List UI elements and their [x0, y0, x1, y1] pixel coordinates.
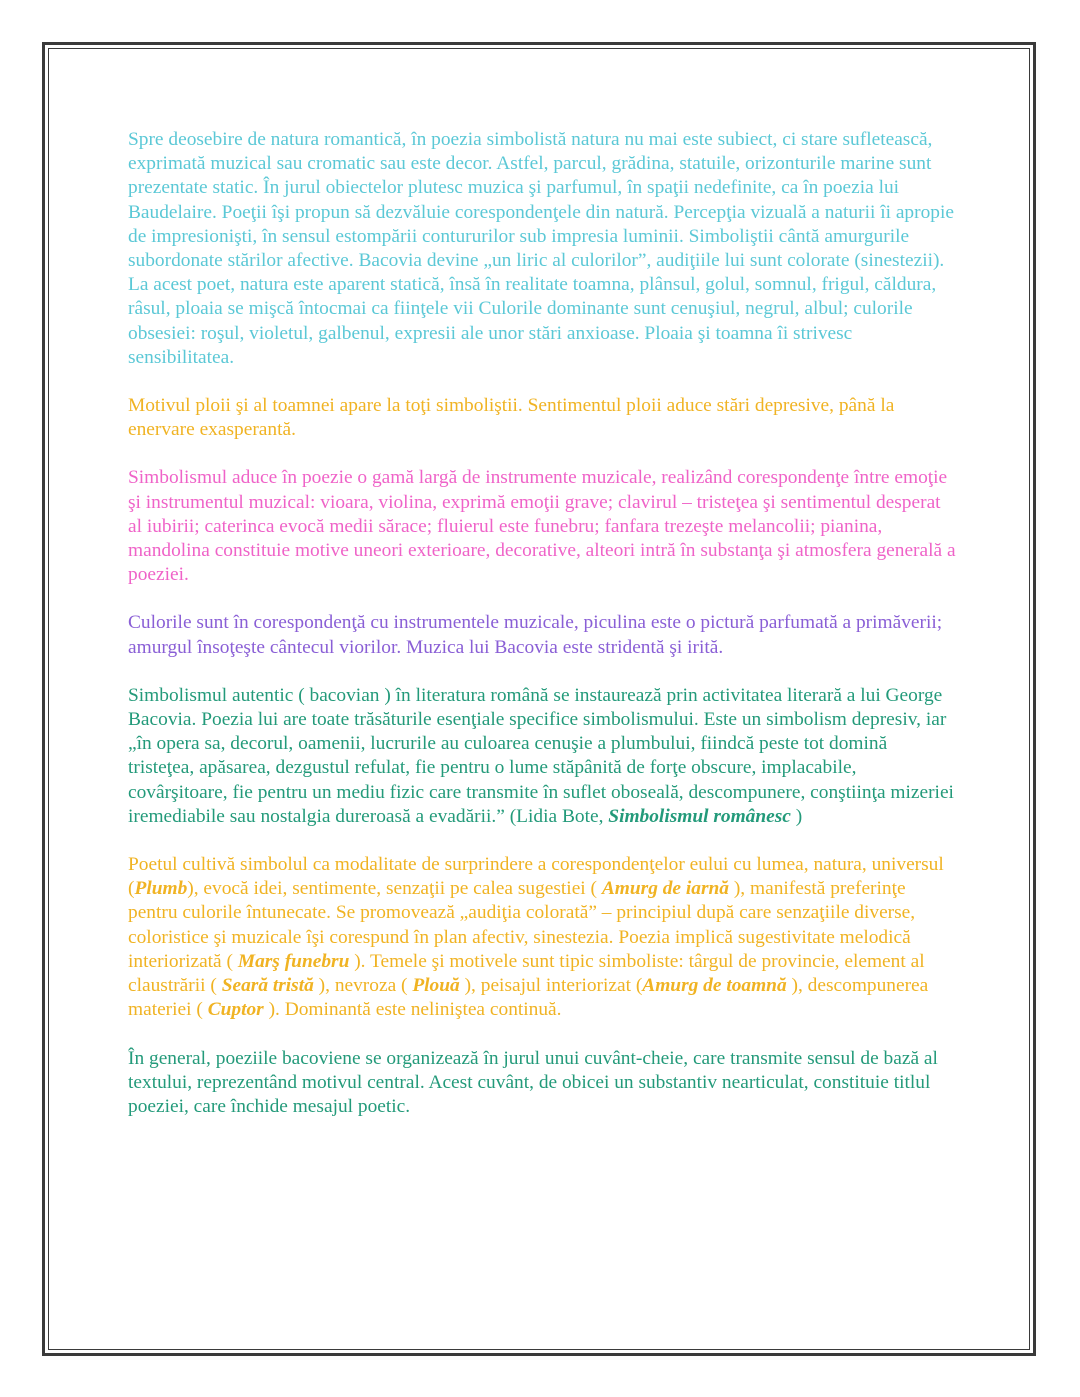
paragraph-instruments: Simbolismul aduce în poezie o gamă largă de instrumente muzicale, realizând corespondenţe între emoţie şi instrumentul muzical: vioara, violina, exprimă emoţii grave; clavirul – tristeţea şi sentimentul desperat al iubirii; caterinca evocă medii sărace; fluierul este funebru; fanfara trezeşte melancolii; pianina, mandolina constituie motive uneori exterioare, decorative, alteori intră în substanţa şi atmosfera generală a poeziei. [128, 467, 956, 586]
paragraph-text: ) [790, 805, 803, 827]
text-run: ), nevroza ( [313, 975, 413, 997]
paragraph-text: Simbolismul autentic ( bacovian ) în literatura română se instaurează prin activitatea literară a lui George Bacovia. Poezia lui are toate trăsăturile esenţiale specifice simbolismului. Este un simbolism depresiv, iar „în opera sa, decorul, oamenii, lucrurile au culoarea cenuşie a plumbului, fiindcă peste tot domină tristeţea, apăsarea, dezgustul refulat, fie pentru o lume stăpânită de forţe obscure, implacabile, covârşitoare, fie pentru un mediu fizic care transmite în suflet oboseală, descompunere, conştiinţa mizeriei iremediabile sau nostalgia dureroasă a evadării.” (Lidia Bote, [128, 684, 954, 827]
paragraph-keyword: În general, poeziile bacoviene se organizează în jurul unui cuvânt-cheie, care transmite sensul de bază al textului, reprezentând motivul central. Acest cuvânt, de obicei un substantiv nearticulat, constituie titlul poeziei, care închide mesajul poetic. [128, 1047, 938, 1117]
poem-title: Marş funebru [237, 950, 350, 972]
poem-title: Plumb [134, 878, 188, 900]
paragraph-nature: Spre deosebire de natura romantică, în poezia simbolistă natura nu mai este subiect, ci stare sufletească, exprimată muzical sau cromatic sau este decor. Astfel, parcul, grădina, statuile, orizonturile marine sunt prezentate static. În jurul obiectelor plutesc muzica şi parfumul, în spaţii nedefinite, ca în poezia lui Baudelaire. Poeţii îşi propun să dezvăluie corespondenţele din natură. Percepţia vizuală a naturii îi apropie de impresionişti, în sensul estompării contururilor sub impresia luminii. Simboliştii cântă amurgurile subordonate stărilor afective. Bacovia devine „un liric al culorilor”, audiţiile lui sunt colorate (sinestezii). La acest poet, natura este aparent statică, însă în realitate toamna, plânsul, golul, somnul, frigul, căldura, râsul, ploaia se mişcă întocmai ca fiinţele vii Culorile dominante sunt cenuşiul, negrul, albul; culorile obsesiei: roşul, violetul, galbenul, expresii ale unor stări anxioase. Ploaia şi toamna îi strivesc sensibilitatea. [128, 129, 954, 368]
text-run: Poetul cultivă simbolul ca modalitate de surprindere a corespondenţelor eului cu lumea, natura, universul ( [128, 854, 944, 900]
book-title: Simbolismul românesc [608, 805, 791, 827]
text-run: ), peisajul interiorizat ( [459, 975, 643, 997]
poem-title: Amurg de iarnă [601, 878, 729, 900]
text-run: ), manifestă preferinţe pentru culorile întunecate. Se promovează „audiţia colorată” – principiul după care senzaţiile diverse, coloristice şi muzicale îşi corespund în plan afectiv, sinestezia. Poezia implică sugestivitate melodică interiorizată ( [128, 878, 916, 972]
paragraph-poet-symbol [128, 853, 958, 1022]
poem-title: Plouă [412, 975, 460, 997]
paragraph-colors: Culorile sunt în corespondenţă cu instrumentele muzicale, piculina este o pictură parfumată a primăverii; amurgul însoţeşte cântecul viorilor. Muzica lui Bacovia este stridentă şi irită. [128, 612, 943, 658]
poem-title: Cuptor [207, 999, 264, 1021]
text-run: ), evocă idei, sentimente, senzaţii pe calea sugestiei ( [187, 878, 602, 900]
paragraph-bacovia-symbolism [128, 684, 958, 829]
text-run: ). Temele şi motivele sunt tipic simboliste: târgul de provincie, element al claustrării ( [128, 950, 925, 997]
paragraph-rain-autumn: Motivul ploii şi al toamnei apare la toţi simboliştii. Sentimentul ploii aduce stări depresive, până la enervare exasperantă. [128, 395, 895, 441]
poem-title: Seară tristă [221, 975, 314, 997]
poem-title: Amurg de toamnă [642, 975, 787, 997]
text-run: ), descompunerea materiei ( [128, 975, 929, 1021]
document-body [128, 128, 958, 1143]
text-run: ). Dominantă este neliniştea continuă. [263, 999, 562, 1021]
